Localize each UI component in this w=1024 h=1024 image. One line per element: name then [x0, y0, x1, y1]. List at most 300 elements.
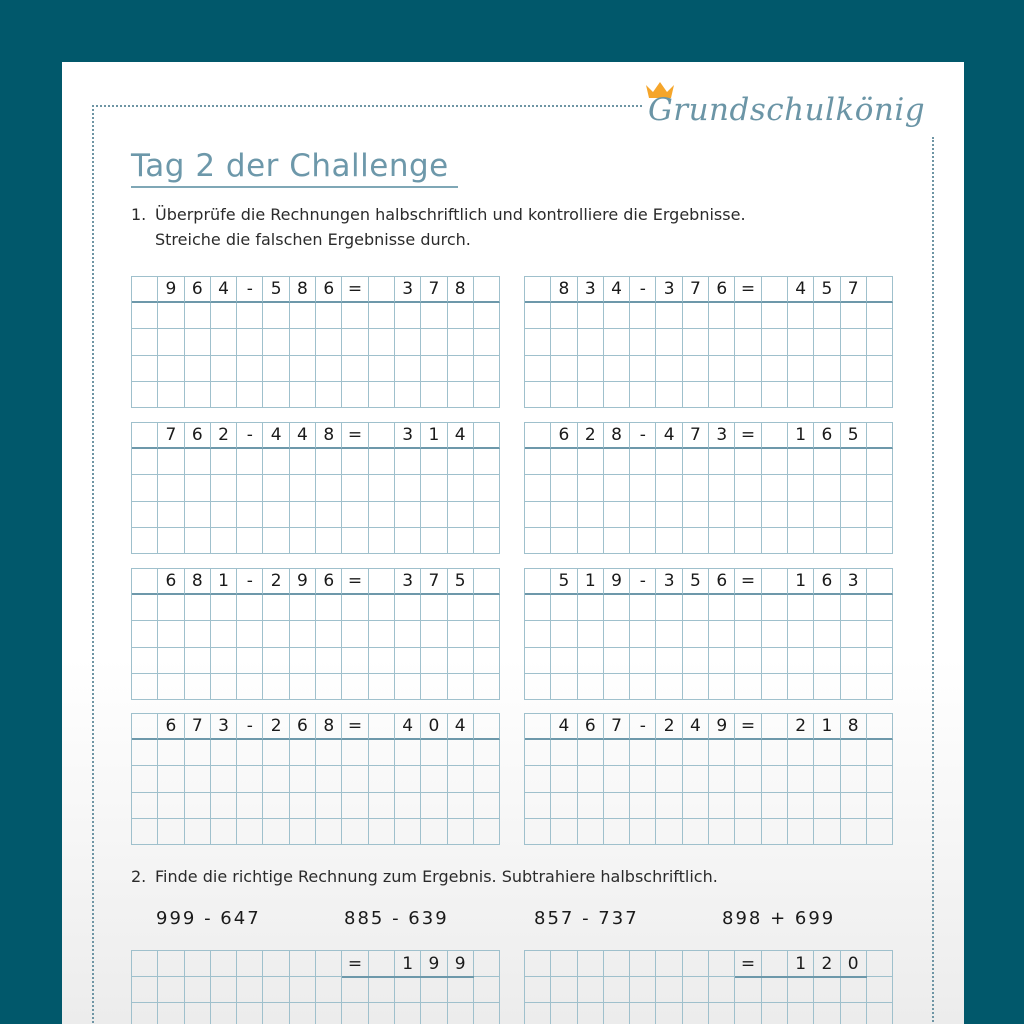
grid-cell: [788, 329, 814, 355]
grid-cell: [551, 329, 577, 355]
grid-cell: [369, 977, 395, 1003]
grid-cell: [604, 674, 630, 700]
grid-cell: [867, 382, 893, 408]
grid-cell: [421, 1003, 447, 1024]
problem-digit: [762, 423, 788, 449]
grid-cell: [630, 951, 656, 977]
grid-cell: [788, 382, 814, 408]
problem-digit: 6: [709, 569, 735, 595]
grid-cell: [474, 674, 500, 700]
grid-cell: [762, 1003, 788, 1024]
problem-digit: 3: [656, 277, 682, 303]
problem-digit: 3: [395, 569, 421, 595]
grid-cell: [369, 303, 395, 329]
grid-cell: [211, 740, 237, 766]
grid-cell: [474, 382, 500, 408]
grid-cell: [158, 766, 184, 792]
grid-cell: [604, 382, 630, 408]
grid-cell: [867, 674, 893, 700]
problem-digit: 4: [263, 423, 289, 449]
grid-cell: [316, 740, 342, 766]
grid-cell: [211, 793, 237, 819]
problem-digit: 6: [158, 714, 184, 740]
problem-digit: -: [237, 277, 263, 303]
task1-line2: Streiche die falschen Ergebnisse durch.: [155, 230, 471, 249]
grid-cell: [342, 977, 368, 1003]
grid-cell: [551, 951, 577, 977]
grid-cell: [158, 382, 184, 408]
grid-cell: [525, 528, 551, 554]
grid-cell: [369, 740, 395, 766]
grid-cell: [814, 502, 840, 528]
grid-cell: [604, 528, 630, 554]
grid-cell: [735, 977, 761, 1003]
grid-cell: [158, 595, 184, 621]
grid-cell: [867, 977, 893, 1003]
grid-cell: [709, 475, 735, 501]
grid-cell: [656, 977, 682, 1003]
problem-digit: 7: [683, 423, 709, 449]
grid-cell: [395, 793, 421, 819]
grid-cell: [132, 449, 158, 475]
grid-cell: [841, 621, 867, 647]
grid-cell: [395, 595, 421, 621]
grid-cell: [604, 977, 630, 1003]
problem-digit: 5: [551, 569, 577, 595]
grid-cell: [132, 977, 158, 1003]
calc-grid: [524, 276, 893, 408]
grid-cell: [158, 1003, 184, 1024]
grid-cell: [656, 382, 682, 408]
problem-digit: -: [630, 714, 656, 740]
grid-cell: [762, 793, 788, 819]
brand-name: Grundschulkönig: [648, 92, 926, 128]
problem-digit: 1: [578, 569, 604, 595]
problem-digit: 8: [604, 423, 630, 449]
answer-grid: [131, 950, 500, 1024]
grid-cell: [683, 674, 709, 700]
grid-cell: [814, 740, 840, 766]
grid-cell: [762, 766, 788, 792]
grid-cell: [814, 674, 840, 700]
grid-cell: [342, 329, 368, 355]
grid-cell: [762, 475, 788, 501]
grid-cell: [735, 502, 761, 528]
grid-cell: [762, 621, 788, 647]
problem-digit: 4: [683, 714, 709, 740]
grid-cell: [158, 740, 184, 766]
grid-cell: [551, 502, 577, 528]
grid-cell: [814, 793, 840, 819]
problem-digit: 3: [841, 569, 867, 595]
grid-cell: [263, 528, 289, 554]
problem-digit: -: [237, 423, 263, 449]
grid-cell: [263, 740, 289, 766]
grid-cell: [290, 502, 316, 528]
grid-cell: [211, 528, 237, 554]
grid-cell: [630, 528, 656, 554]
grid-cell: [421, 528, 447, 554]
problem-digit: 4: [448, 423, 474, 449]
grid-cell: [578, 621, 604, 647]
grid-cell: [525, 793, 551, 819]
grid-cell: [841, 595, 867, 621]
grid-cell: [788, 528, 814, 554]
grid-cell: [525, 951, 551, 977]
grid-cell: [814, 648, 840, 674]
problem-digit: 4: [788, 277, 814, 303]
problem-digit: =: [735, 277, 761, 303]
problem-digit: 0: [421, 714, 447, 740]
calc-grid: [131, 713, 500, 845]
problem-digit: 5: [814, 277, 840, 303]
grid-cell: [342, 595, 368, 621]
grid-cell: [474, 303, 500, 329]
grid-cell: [788, 674, 814, 700]
calc-grid: [524, 422, 893, 554]
grid-cell: [474, 277, 500, 303]
page-title: Tag 2 der Challenge: [131, 148, 449, 184]
problem-digit: 8: [841, 714, 867, 740]
grid-cell: [158, 356, 184, 382]
result-digit: [369, 951, 395, 977]
grid-cell: [185, 740, 211, 766]
grid-cell: [369, 502, 395, 528]
grid-cell: [474, 502, 500, 528]
grid-cell: [578, 1003, 604, 1024]
grid-cell: [263, 329, 289, 355]
grid-cell: [762, 977, 788, 1003]
grid-cell: [448, 595, 474, 621]
grid-cell: [683, 951, 709, 977]
grid-cell: [551, 449, 577, 475]
grid-cell: [263, 951, 289, 977]
grid-cell: [525, 329, 551, 355]
grid-cell: [369, 329, 395, 355]
grid-cell: [158, 303, 184, 329]
grid-cell: [762, 595, 788, 621]
grid-cell: [604, 819, 630, 845]
problem-digit: [369, 569, 395, 595]
grid-cell: [448, 977, 474, 1003]
grid-cell: [342, 674, 368, 700]
grid-cell: [448, 329, 474, 355]
problem-digit: [762, 714, 788, 740]
grid-cell: [132, 382, 158, 408]
grid-cell: [683, 793, 709, 819]
grid-cell: [841, 766, 867, 792]
task1-line1: Überprüfe die Rechnungen halbschriftlich und kontrolliere die Ergebnisse.: [155, 205, 746, 224]
problem-digit: 8: [185, 569, 211, 595]
grid-cell: [735, 648, 761, 674]
grid-cell: [683, 502, 709, 528]
grid-cell: [551, 528, 577, 554]
problem-digit: 6: [316, 277, 342, 303]
problem-digit: 4: [656, 423, 682, 449]
problem-digit: 8: [551, 277, 577, 303]
grid-cell: [290, 819, 316, 845]
problem-digit: [369, 277, 395, 303]
grid-cell: [867, 766, 893, 792]
grid-cell: [395, 475, 421, 501]
grid-cell: [474, 977, 500, 1003]
grid-cell: [342, 303, 368, 329]
grid-cell: [132, 793, 158, 819]
grid-cell: [867, 819, 893, 845]
task2-instruction: [131, 867, 718, 886]
grid-cell: [814, 977, 840, 1003]
problem-digit: [762, 277, 788, 303]
grid-cell: [158, 621, 184, 647]
grid-cell: [421, 621, 447, 647]
grid-cell: [525, 569, 551, 595]
grid-cell: [604, 621, 630, 647]
problem-digit: 3: [709, 423, 735, 449]
grid-cell: [474, 819, 500, 845]
result-digit: 9: [448, 951, 474, 977]
grid-cell: [474, 595, 500, 621]
grid-cell: [132, 303, 158, 329]
grid-cell: [709, 303, 735, 329]
problem-digit: 2: [578, 423, 604, 449]
grid-cell: [211, 595, 237, 621]
grid-cell: [814, 449, 840, 475]
grid-cell: [369, 528, 395, 554]
grid-cell: [762, 382, 788, 408]
problem-digit: -: [630, 569, 656, 595]
result-digit: =: [342, 951, 368, 977]
grid-cell: [185, 356, 211, 382]
grid-cell: [132, 740, 158, 766]
grid-cell: [237, 793, 263, 819]
grid-cell: [683, 449, 709, 475]
problem-digit: 4: [290, 423, 316, 449]
problem-digit: =: [735, 714, 761, 740]
grid-cell: [211, 329, 237, 355]
grid-cell: [185, 528, 211, 554]
grid-cell: [448, 793, 474, 819]
option-3: 857 - 737: [534, 908, 639, 929]
grid-cell: [683, 475, 709, 501]
grid-cell: [316, 674, 342, 700]
problem-digit: 6: [290, 714, 316, 740]
grid-cell: [211, 621, 237, 647]
grid-cell: [132, 277, 158, 303]
grid-cell: [263, 595, 289, 621]
grid-cell: [656, 502, 682, 528]
grid-cell: [578, 449, 604, 475]
grid-cell: [604, 502, 630, 528]
grid-cell: [290, 382, 316, 408]
grid-cell: [604, 595, 630, 621]
problem-digit: =: [735, 569, 761, 595]
grid-cell: [709, 356, 735, 382]
grid-cell: [237, 951, 263, 977]
problem-digit: 6: [709, 277, 735, 303]
problem-digit: 2: [263, 714, 289, 740]
grid-cell: [867, 356, 893, 382]
brand-logo: [646, 82, 946, 132]
grid-cell: [290, 595, 316, 621]
grid-cell: [709, 740, 735, 766]
grid-cell: [369, 382, 395, 408]
grid-cell: [132, 648, 158, 674]
grid-cell: [237, 382, 263, 408]
grid-cell: [841, 674, 867, 700]
grid-cell: [867, 648, 893, 674]
grid-cell: [158, 648, 184, 674]
grid-cell: [316, 951, 342, 977]
grid-cell: [211, 648, 237, 674]
grid-cell: [867, 793, 893, 819]
grid-cell: [158, 528, 184, 554]
result-digit: 1: [395, 951, 421, 977]
grid-cell: [604, 766, 630, 792]
grid-cell: [132, 423, 158, 449]
grid-cell: [735, 449, 761, 475]
grid-cell: [525, 1003, 551, 1024]
grid-cell: [683, 329, 709, 355]
grid-cell: [158, 475, 184, 501]
grid-cell: [551, 382, 577, 408]
grid-cell: [578, 819, 604, 845]
grid-cell: [578, 766, 604, 792]
grid-cell: [395, 819, 421, 845]
grid-cell: [421, 449, 447, 475]
grid-cell: [525, 303, 551, 329]
grid-cell: [867, 303, 893, 329]
result-digit: =: [735, 951, 761, 977]
grid-cell: [132, 569, 158, 595]
problem-digit: 2: [211, 423, 237, 449]
grid-cell: [578, 303, 604, 329]
calc-grid: [524, 713, 893, 845]
grid-cell: [709, 1003, 735, 1024]
grid-cell: [263, 303, 289, 329]
grid-cell: [290, 951, 316, 977]
grid-cell: [762, 674, 788, 700]
grid-cell: [867, 528, 893, 554]
grid-cell: [551, 740, 577, 766]
grid-cell: [578, 382, 604, 408]
grid-cell: [683, 382, 709, 408]
grid-cell: [683, 528, 709, 554]
grid-cell: [474, 423, 500, 449]
problem-digit: 6: [814, 423, 840, 449]
problem-digit: 4: [551, 714, 577, 740]
grid-cell: [448, 766, 474, 792]
grid-cell: [421, 793, 447, 819]
grid-cell: [290, 329, 316, 355]
grid-cell: [185, 1003, 211, 1024]
grid-cell: [630, 329, 656, 355]
grid-cell: [656, 648, 682, 674]
grid-cell: [709, 977, 735, 1003]
problem-digit: 2: [263, 569, 289, 595]
grid-cell: [683, 595, 709, 621]
problem-digit: =: [735, 423, 761, 449]
grid-cell: [158, 819, 184, 845]
grid-cell: [132, 1003, 158, 1024]
grid-cell: [656, 819, 682, 845]
grid-cell: [369, 449, 395, 475]
grid-cell: [395, 303, 421, 329]
problem-digit: 3: [578, 277, 604, 303]
problem-digit: -: [237, 569, 263, 595]
grid-cell: [448, 449, 474, 475]
grid-cell: [316, 356, 342, 382]
grid-cell: [369, 766, 395, 792]
grid-cell: [316, 819, 342, 845]
grid-cell: [342, 449, 368, 475]
grid-cell: [709, 595, 735, 621]
grid-cell: [656, 595, 682, 621]
grid-cell: [841, 502, 867, 528]
grid-cell: [342, 382, 368, 408]
grid-cell: [578, 951, 604, 977]
grid-cell: [814, 528, 840, 554]
grid-cell: [211, 977, 237, 1003]
grid-cell: [551, 303, 577, 329]
problem-digit: 5: [263, 277, 289, 303]
grid-cell: [211, 475, 237, 501]
grid-cell: [709, 382, 735, 408]
grid-cell: [656, 329, 682, 355]
grid-cell: [735, 674, 761, 700]
grid-cell: [342, 819, 368, 845]
grid-cell: [132, 528, 158, 554]
problem-digit: 6: [814, 569, 840, 595]
grid-cell: [185, 475, 211, 501]
grid-cell: [525, 819, 551, 845]
grid-cell: [604, 449, 630, 475]
problem-digit: 4: [604, 277, 630, 303]
grid-cell: [683, 1003, 709, 1024]
grid-cell: [551, 621, 577, 647]
grid-cell: [395, 674, 421, 700]
grid-cell: [788, 648, 814, 674]
grid-cell: [474, 1003, 500, 1024]
grid-cell: [630, 819, 656, 845]
grid-cell: [474, 714, 500, 740]
problem-digit: 6: [551, 423, 577, 449]
grid-cell: [525, 714, 551, 740]
grid-cell: [841, 528, 867, 554]
grid-cell: [788, 621, 814, 647]
grid-cell: [185, 502, 211, 528]
grid-cell: [342, 1003, 368, 1024]
grid-cell: [237, 502, 263, 528]
grid-cell: [185, 329, 211, 355]
grid-cell: [551, 648, 577, 674]
grid-cell: [788, 449, 814, 475]
grid-cell: [735, 793, 761, 819]
grid-cell: [735, 329, 761, 355]
grid-cell: [290, 356, 316, 382]
grid-cell: [421, 475, 447, 501]
grid-cell: [656, 303, 682, 329]
grid-cell: [814, 382, 840, 408]
grid-cell: [867, 329, 893, 355]
grid-cell: [369, 475, 395, 501]
grid-cell: [395, 1003, 421, 1024]
grid-cell: [263, 356, 289, 382]
grid-cell: [578, 502, 604, 528]
title-underline: [131, 186, 458, 188]
grid-cell: [263, 819, 289, 845]
grid-cell: [185, 449, 211, 475]
grid-cell: [263, 382, 289, 408]
